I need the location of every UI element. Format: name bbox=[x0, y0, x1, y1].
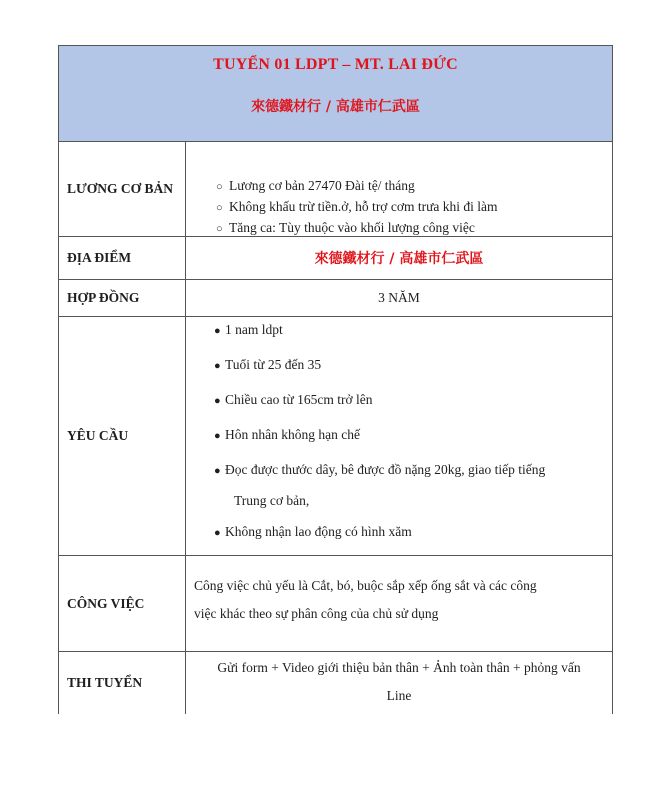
bullet-icon: ● bbox=[214, 527, 221, 539]
company-name: 來德鐵材行 / 高雄市仁武區 bbox=[251, 99, 420, 115]
posting-title: TUYỂN 01 LDPT – MT. LAI ĐỨC bbox=[213, 56, 458, 73]
salary-content bbox=[186, 142, 612, 236]
circle-bullet-icon: ○ bbox=[216, 181, 223, 193]
row-selection bbox=[59, 652, 612, 714]
list-item: ● Đọc được thước dây, bê được đồ nặng 20kg, giao tiếp tiếng Trung cơ bản, bbox=[214, 460, 545, 511]
bullet-icon: ● bbox=[214, 430, 221, 442]
requirements-content bbox=[186, 317, 612, 555]
list-item: ● 1 nam ldpt bbox=[214, 320, 283, 341]
bullet-icon: ● bbox=[214, 465, 221, 477]
list-item: ○ Tăng ca: Tùy thuộc vào khối lượng công việc bbox=[216, 218, 498, 239]
salary-list bbox=[216, 176, 498, 239]
selection-label: THI TUYỂN bbox=[59, 652, 186, 714]
row-job-duties bbox=[59, 556, 612, 652]
row-salary bbox=[59, 142, 612, 237]
selection-text: Gửi form + Video giới thiệu bản thân + Ảnh toàn thân + phỏng vấn Line bbox=[217, 660, 581, 703]
job-posting-table bbox=[58, 45, 613, 714]
list-item: ● Không nhận lao động có hình xăm bbox=[214, 522, 412, 543]
list-item-continuation: Trung cơ bản, bbox=[234, 493, 310, 508]
location-value: 來德鐵材行 / 高雄市仁武區 bbox=[314, 251, 484, 267]
contract-value: 3 NĂM bbox=[378, 290, 420, 305]
selection-content bbox=[186, 652, 612, 714]
row-location bbox=[59, 237, 612, 280]
row-requirements bbox=[59, 317, 612, 556]
circle-bullet-icon: ○ bbox=[216, 202, 223, 214]
list-item: ● Tuổi từ 25 đến 35 bbox=[214, 355, 321, 376]
list-item: ● Chiều cao từ 165cm trở lên bbox=[214, 390, 373, 411]
requirements-label: YÊU CẦU bbox=[59, 317, 186, 555]
table-header bbox=[59, 46, 612, 142]
bullet-icon: ● bbox=[214, 360, 221, 372]
row-contract bbox=[59, 280, 612, 317]
bullet-icon: ● bbox=[214, 325, 221, 337]
job-duties-content bbox=[186, 556, 612, 651]
location-content bbox=[186, 237, 612, 279]
circle-bullet-icon: ○ bbox=[216, 223, 223, 235]
salary-label: LƯƠNG CƠ BẢN bbox=[59, 142, 186, 236]
location-label: ĐỊA ĐIỂM bbox=[59, 237, 186, 279]
list-item: ● Hôn nhân không hạn chế bbox=[214, 425, 360, 446]
list-item: ○ Lương cơ bản 27470 Đài tệ/ tháng bbox=[216, 176, 498, 197]
contract-content bbox=[186, 280, 612, 316]
job-duties-label: CÔNG VIỆC bbox=[59, 556, 186, 651]
contract-label: HỢP ĐỒNG bbox=[59, 280, 186, 316]
bullet-icon: ● bbox=[214, 395, 221, 407]
list-item: ○ Không khấu trừ tiền.ở, hỗ trợ cơm trưa khi đi làm bbox=[216, 197, 498, 218]
job-duties-text: Công việc chủ yếu là Cắt, bó, buộc sắp xếp ống sắt và các công việc khác theo sự phân công của chủ sử dụng bbox=[194, 578, 537, 621]
